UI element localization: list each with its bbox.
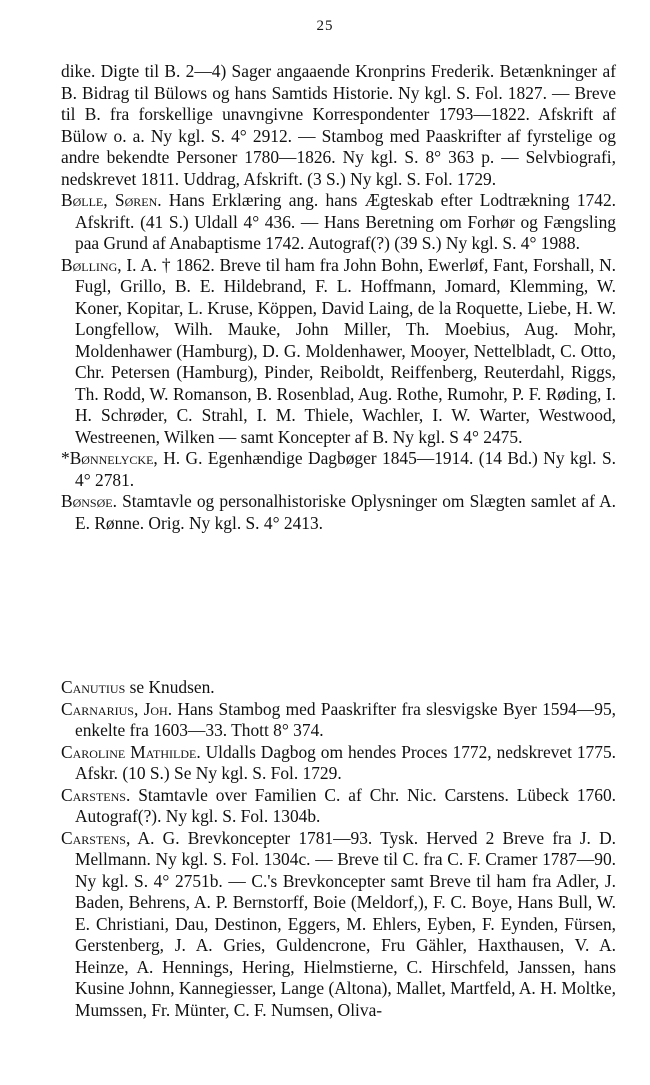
entry-text: Brevkoncepter 1781—93. Tysk. Herved 2 Breve fra J. D. Mellmann. Ny kgl. S. Fol. 1304c. — Breve til C. fra C. F. Cramer 1787—90. Ny kgl. S. 4° 2751b. — C.'s Brevkoncepter samt Breve til ham fra Adler, J. Baden, Behrens, A. P. Bernstorff, Boie (Meldorf,), F. C. Boye, Hans Bull, W. E. Christiani, Dau, Destinon, Eggers, M. Ehlers, Eyben, F. Eynden, Fürsen, Gerstenberg, J. A. Gries, Guldencrone, Fru Gähler, Haxthausen, V. A. Heinze, A. Hennings, Hering, Hielmstierne, C. Hirschfeld, Janssen, hans Kusine Johnn, Kannegiesser, Lange (Altona), Mallet, Martfeld, A. H. Moltke, Mumssen, Fr. Münter, C. F. Numsen, Oliva-	[75, 827, 616, 1020]
entry-text: Stamtavle og personalhistoriske Oplysninger om Slægten samlet af A. E. Rønne. Orig. Ny kgl. S. 4° 2413.	[75, 491, 616, 533]
entry-head: Carstens, A. G.	[61, 827, 180, 848]
entry-carstens	[61, 785, 616, 828]
entry-caroline-mathilde	[61, 742, 616, 785]
entry-head: *Bønnelycke, H. G.	[61, 448, 203, 468]
entry-head: Bønsøe.	[61, 491, 117, 511]
entry-carstens-ag	[61, 828, 616, 1022]
entry-bolling	[61, 255, 616, 449]
entry-canutius	[61, 677, 616, 699]
entry-bulow-continued	[61, 61, 616, 190]
entry-text: Hans Stambog med Paaskrifter fra slesvigske Byer 1594—95, enkelte fra 1603—33. Thott 8° 374.	[75, 698, 616, 740]
entry-text: Egenhændige Dagbøger 1845—1914. (14 Bd.) Ny kgl. S. 4° 2781.	[75, 448, 616, 490]
entry-head: Carstens.	[61, 784, 131, 805]
entry-list-b	[61, 61, 616, 534]
entry-list-c	[61, 677, 616, 1021]
entry-bonnelycke	[61, 448, 616, 491]
entry-text: Uldalls Dagbog om hendes Proces 1772, nedskrevet 1775. Afskr. (10 S.) Se Ny kgl. S. Fol. 1729.	[75, 741, 616, 783]
entry-text: † 1862. Breve til ham fra John Bohn, Ewerløf, Fant, Forshall, N. Fugl, Grillo, B. E. Hildebrand, F. L. Hoffmann, Jomard, Klemming, W. Koner, Kopitar, L. Kruse, Köppen, David Laing, de la Roquette, Liebe, H. W. Longfellow, Wilh. Mauke, John Miller, Th. Moebius, Aug. Mohr, Moldenhawer (Hamburg), D. G. Moldenhawer, Mooyer, Nettelbladt, C. Otto, Chr. Petersen (Hamburg), Pinder, Reiboldt, Reiffenberg, Reuterdahl, Riggs, Th. Rodd, W. Romanson, B. Rosenblad, Aug. Rothe, Rumohr, P. F. Røding, I. H. Schrøder, C. Strahl, I. M. Thiele, Wachler, I. W. Warter, Westwood, Westreenen, Wilken — samt Koncepter af B. Ny kgl. S 4° 2475.	[75, 254, 616, 447]
entry-head: Carnarius, Joh.	[61, 698, 173, 719]
entry-text: dike. Digte til B. 2—4) Sager angaaende Kronprins Frederik. Betænkninger af B. Bidrag til Bülows og hans Samtids Historie. Ny kgl. S. Fol. 1827. — Breve til B. fra forskellige unavngivne Korrespondenter 1793—1822. Afskrift af Bülow o. a. Ny kgl. S. 4° 2912. — Stambog med Paaskrifter af fyrstelige og andre bekendte Personer 1780—1826. Ny kgl. S. 8° 363 p. — Selvbiografi, nedskrevet 1811. Uddrag, Afskrift. (3 S.) Ny kgl. S. Fol. 1729.	[61, 61, 616, 189]
entry-head: Bølling, I. A.	[61, 254, 158, 275]
entry-head: Canutius	[61, 677, 126, 697]
entry-text: Stamtavle over Familien C. af Chr. Nic. Carstens. Lübeck 1760. Autograf(?). Ny kgl. S. Fol. 1304b.	[75, 784, 616, 826]
entry-bolle	[61, 190, 616, 255]
entry-text: Hans Erklæring ang. hans Ægteskab efter Lodtrækning 1742. Afskrift. (41 S.) Uldall 4° 436. — Hans Beretning om Forhør og Fængsling paa Grund af Anabaptisme 1742. Autograf(?) (39 S.) Ny kgl. S. 4° 1988.	[75, 190, 616, 253]
entry-text: se Knudsen.	[129, 677, 215, 697]
page-number: 25	[316, 18, 334, 34]
entry-head: Caroline Mathilde.	[61, 741, 201, 762]
entry-carnarius	[61, 699, 616, 742]
entry-bonsoe	[61, 491, 616, 534]
entry-head: Bølle, Søren.	[61, 190, 162, 210]
